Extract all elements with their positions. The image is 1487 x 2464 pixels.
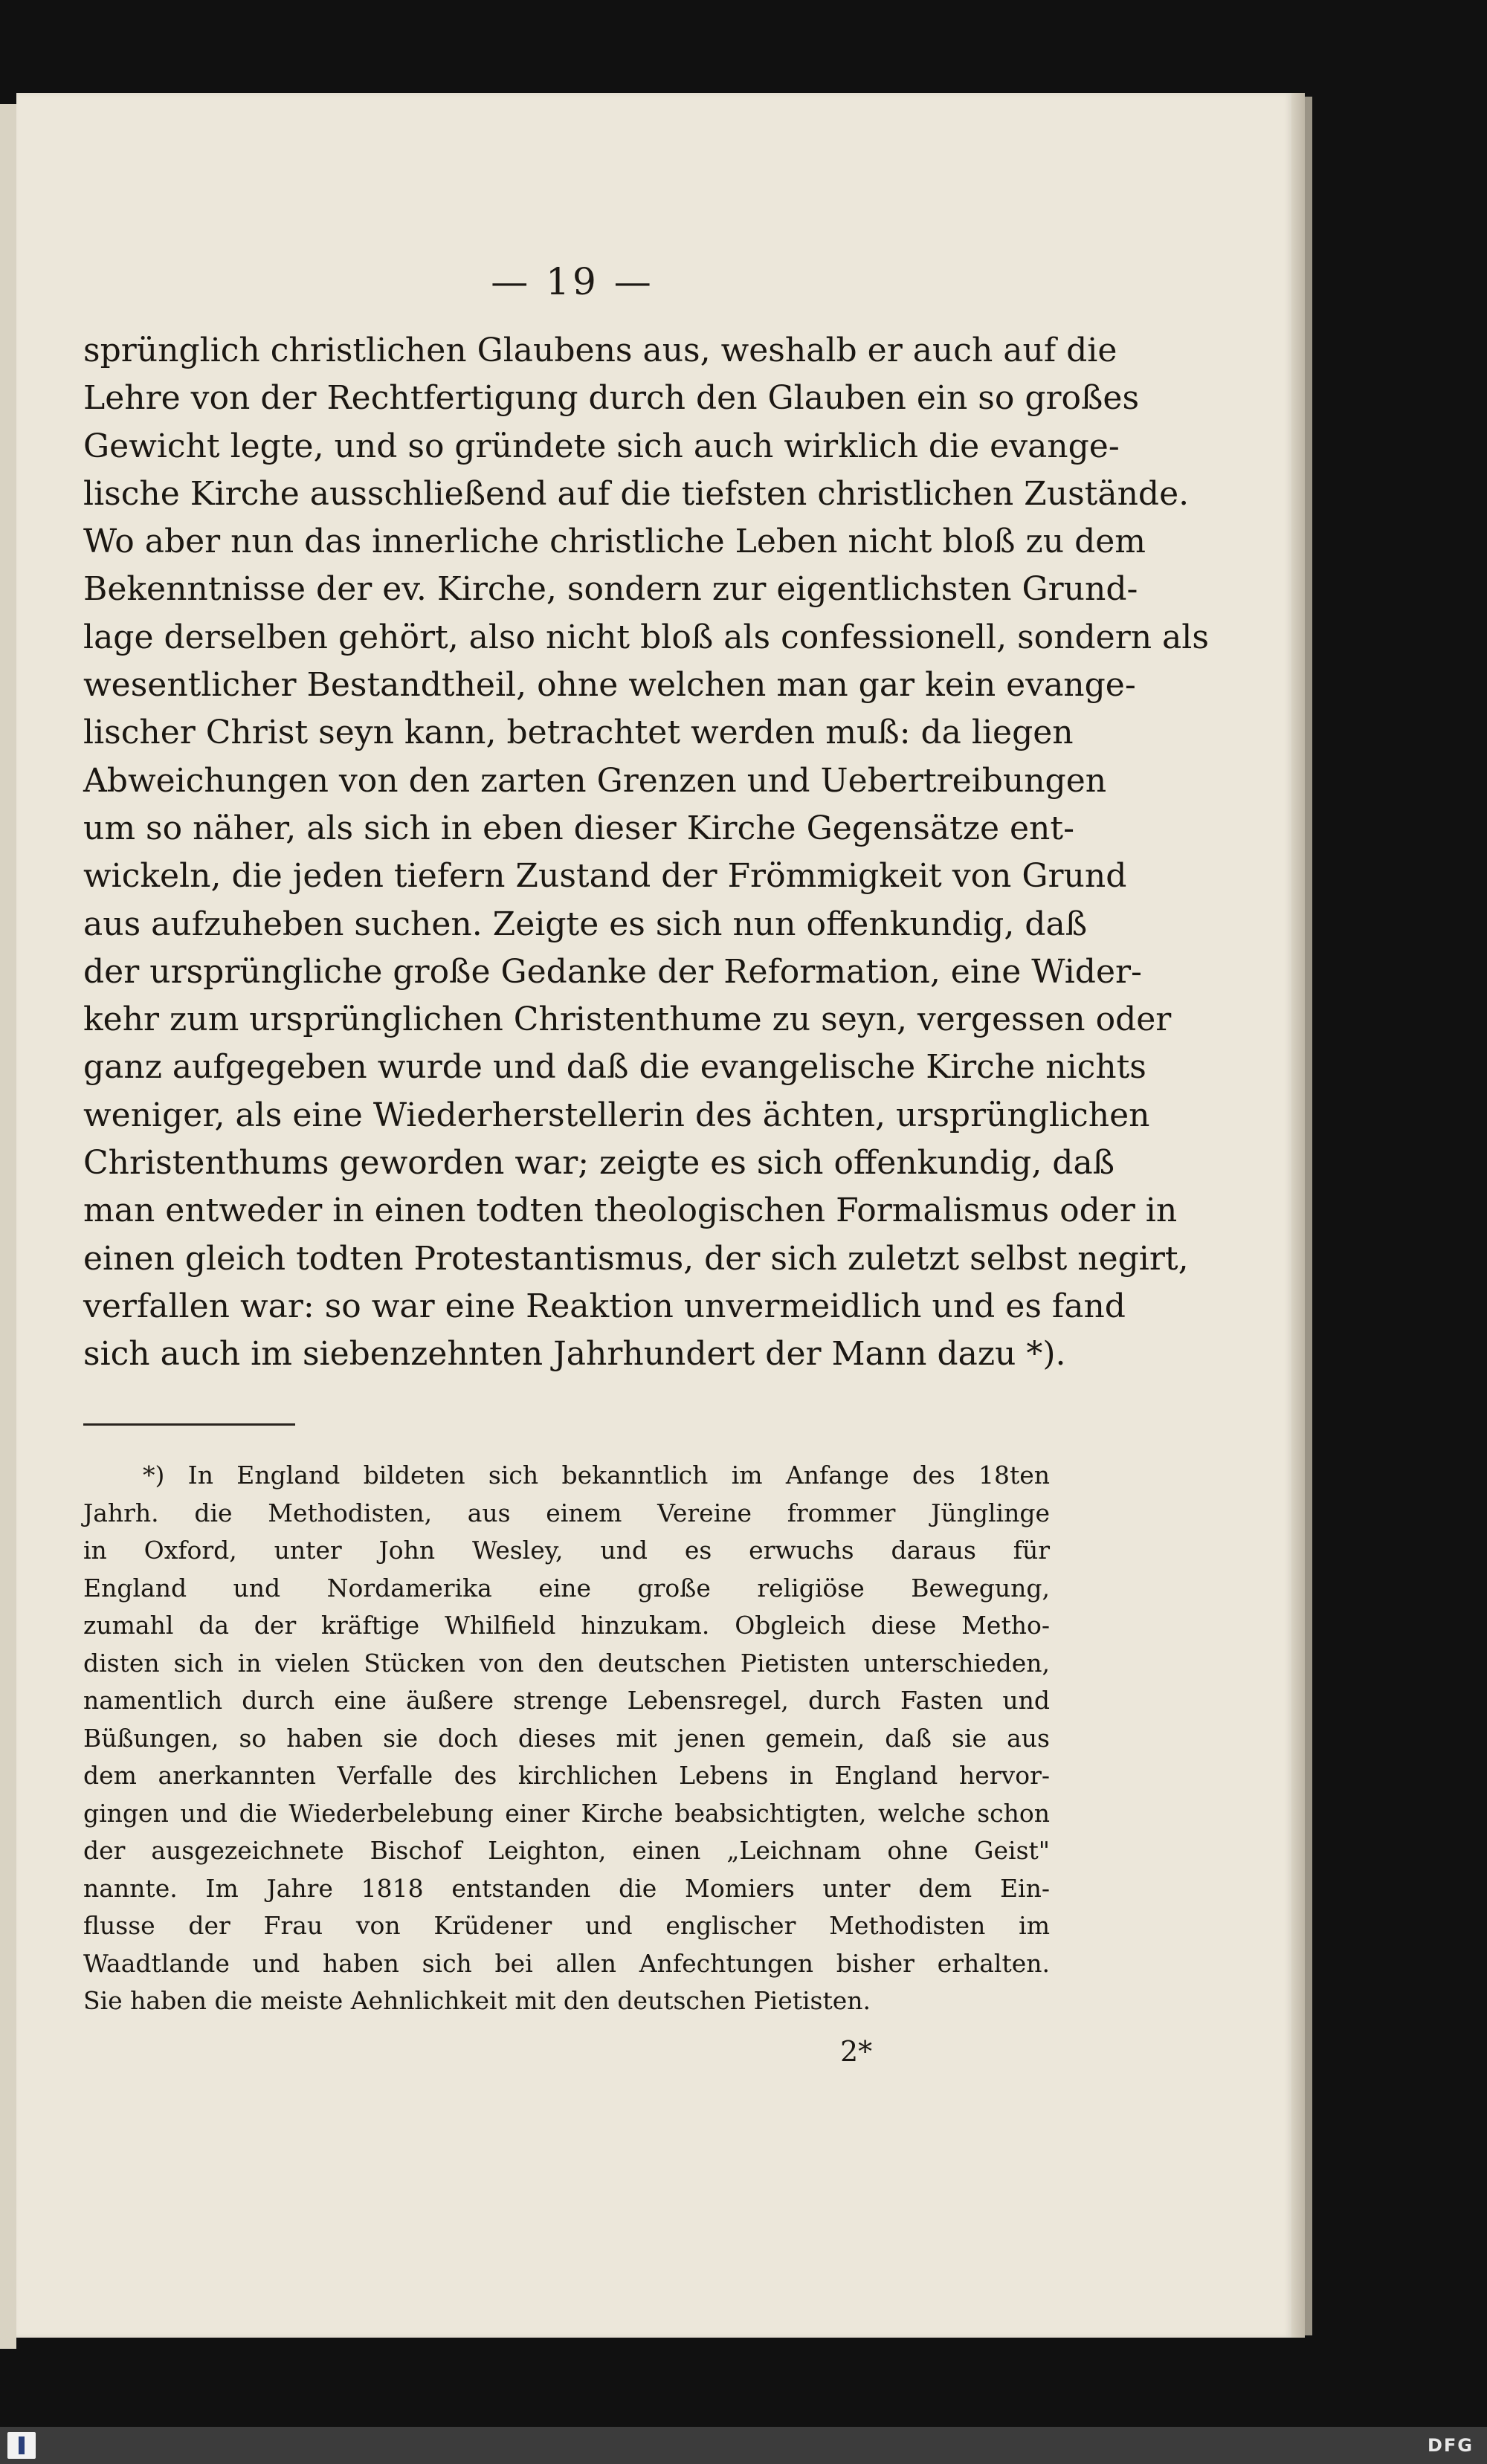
text-line: ganz aufgegeben wurde und daß die evangelische Kirche nichts — [83, 1048, 1146, 1087]
viewer-logo-icon — [7, 2432, 36, 2459]
previous-page-edge — [0, 104, 16, 2349]
footnote-line: nannte. Im Jahre 1818 entstanden die Momiers unter dem Ein- — [83, 1873, 1050, 1903]
text-line: weniger, als eine Wiederherstellerin des ächten, ursprünglichen — [83, 1096, 1150, 1134]
text-line: einen gleich todten Protestantismus, der sich zuletzt selbst negirt, — [83, 1239, 1189, 1278]
footnote-line: zumahl da der kräftige Whilfield hinzukam. Obgleich diese Metho- — [83, 1611, 1050, 1640]
footnote-line: Waadtlande und haben sich bei allen Anfechtungen bisher erhalten. — [83, 1948, 1050, 1978]
dfg-watermark: DFG — [1427, 2435, 1474, 2456]
footnote-line: gingen und die Wiederbelebung einer Kirche beabsichtigten, welche schon — [83, 1798, 1050, 1828]
text-line: lischer Christ seyn kann, betrachtet werden muß: da liegen — [83, 714, 1074, 752]
text-line: Abweichungen von den zarten Grenzen und Uebertreibungen — [83, 761, 1107, 800]
text-line: um so näher, als sich in eben dieser Kirche Gegensätze ent- — [83, 809, 1074, 847]
text-line: Gewicht legte, und so gründete sich auch wirklich die evange- — [83, 427, 1120, 465]
page-number: — 19 — — [491, 260, 654, 303]
footnote-line: flusse der Frau von Krüdener und englischer Methodisten im — [83, 1911, 1050, 1940]
footnote-line: dem anerkannten Verfalle des kirchlichen Lebens in England hervor- — [83, 1761, 1050, 1790]
text-line: verfallen war: so war eine Reaktion unvermeidlich und es fand — [83, 1287, 1126, 1325]
text-line: Bekenntnisse der ev. Kirche, sondern zur eigentlichsten Grund- — [83, 570, 1138, 609]
footnote-line: namentlich durch eine äußere strenge Lebensregel, durch Fasten und — [83, 1686, 1050, 1715]
footnote-line: *) In England bildeten sich bekanntlich im Anfange des 18ten — [143, 1461, 1050, 1490]
page-stack-edge — [1291, 93, 1305, 2338]
footnote-line: Jahrh. die Methodisten, aus einem Vereine frommer Jünglinge — [83, 1498, 1050, 1527]
footnote-line: Sie haben die meiste Aehnlichkeit mit den deutschen Pietisten. — [83, 1986, 871, 2015]
viewer-footer-bar — [0, 2427, 1487, 2464]
footnote-line: der ausgezeichnete Bischof Leighton, einen „Leichnam ohne Geist" — [83, 1836, 1050, 1865]
text-line: aus aufzuheben suchen. Zeigte es sich nun offenkundig, daß — [83, 905, 1088, 943]
footnote-line: in Oxford, unter John Wesley, und es erwuchs daraus für — [83, 1536, 1050, 1565]
footnote-line: Büßungen, so haben sie doch dieses mit jenen gemein, daß sie aus — [83, 1723, 1050, 1753]
text-line: wesentlicher Bestandtheil, ohne welchen man gar kein evange- — [83, 666, 1136, 705]
text-line: Lehre von der Rechtfertigung durch den Glauben ein so großes — [83, 379, 1140, 418]
text-line: man entweder in einen todten theologischen Formalismus oder in — [83, 1191, 1178, 1230]
footnote-rule — [83, 1423, 295, 1426]
text-line: sich auch im siebenzehnten Jahrhundert der Mann dazu *). — [83, 1335, 1066, 1374]
text-line: wickeln, die jeden tiefern Zustand der Frömmigkeit von Grund — [83, 857, 1127, 896]
text-line: der ursprüngliche große Gedanke der Reformation, eine Wider- — [83, 952, 1142, 991]
text-line: lische Kirche ausschließend auf die tiefsten christlichen Zustände. — [83, 474, 1190, 513]
text-line: sprünglich christlichen Glaubens aus, weshalb er auch auf die — [83, 332, 1117, 369]
text-line: kehr zum ursprünglichen Christenthume zu seyn, vergessen oder — [83, 1000, 1172, 1039]
text-line: Christenthums geworden war; zeigte es sich offenkundig, daß — [83, 1144, 1115, 1183]
printer-signature-mark: 2* — [840, 2035, 873, 2068]
footnote-line: disten sich in vielen Stücken von den deutschen Pietisten unterschieden, — [83, 1648, 1050, 1678]
page-stack-edge-shadow — [1305, 97, 1312, 2335]
text-line: Wo aber nun das innerliche christliche Leben nicht bloß zu dem — [83, 523, 1146, 561]
footnote-block — [83, 1457, 1050, 2020]
main-text-block — [83, 327, 1209, 1379]
footnote-line: England und Nordamerika eine große religiöse Bewegung, — [83, 1573, 1050, 1603]
text-line: lage derselben gehört, also nicht bloß als confessionell, sondern als — [83, 618, 1209, 656]
